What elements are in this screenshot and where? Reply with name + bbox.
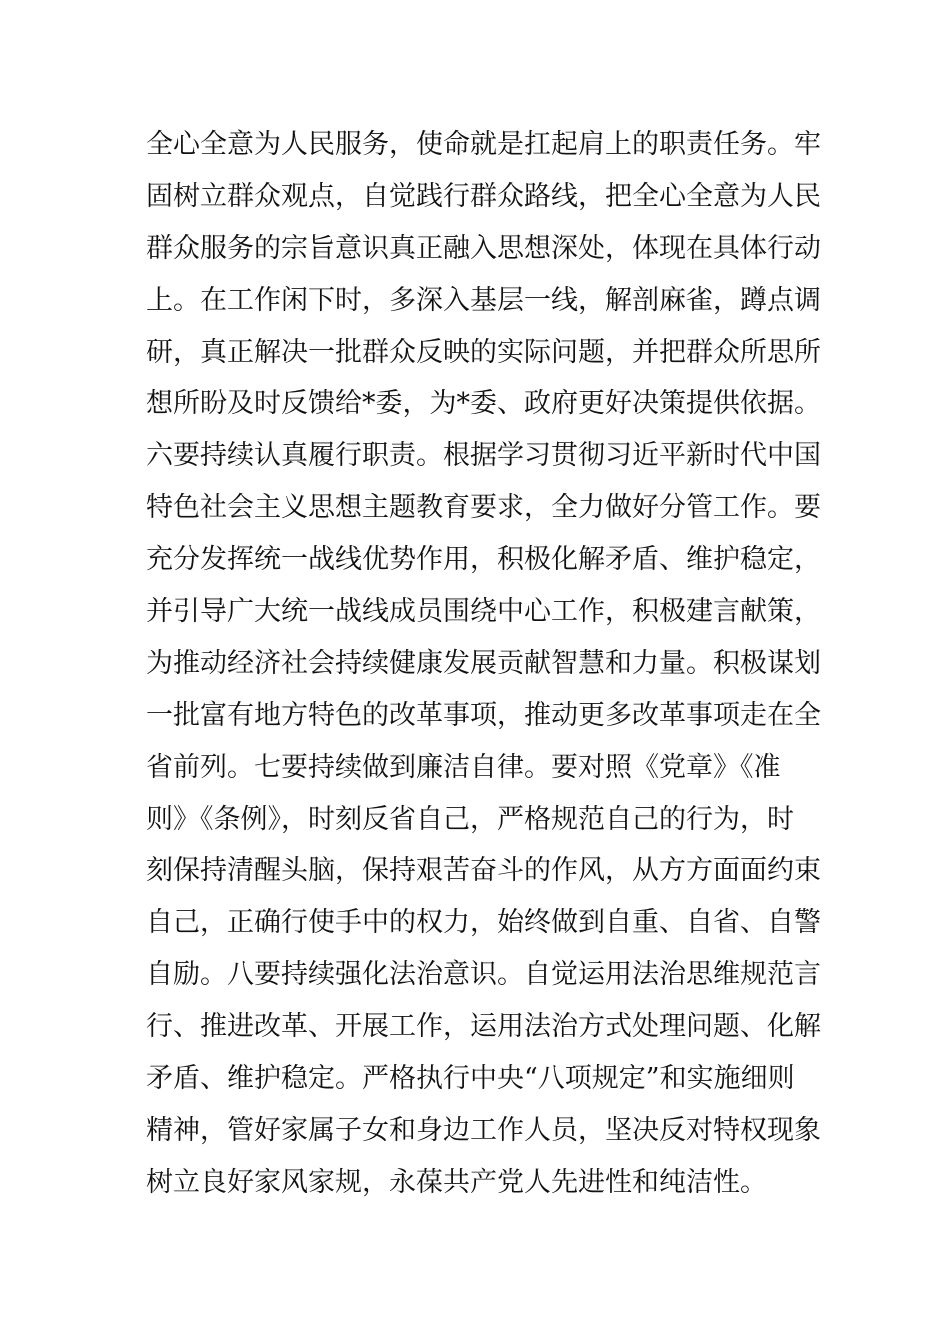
text-line: 群众服务的宗旨意识真正融入思想深处，体现在具体行动 bbox=[146, 232, 821, 264]
text-line: 自励。八要持续强化法治意识。自觉运用法治思维规范言 bbox=[146, 959, 821, 991]
text-line: 并引导广大统一战线成员围绕中心工作，积极建言献策， bbox=[146, 596, 821, 628]
text-line: 则》《条例》，时刻反省自己，严格规范自己的行为，时 bbox=[146, 803, 794, 835]
text-line: 研，真正解决一批群众反映的实际问题，并把群众所思所 bbox=[146, 336, 821, 368]
text-line: 树立良好家风家规，永葆共产党人先进性和纯洁性。 bbox=[146, 1166, 767, 1198]
text-line: 矛盾、维护稳定。严格执行中央“八项规定”和实施细则 bbox=[146, 1063, 795, 1095]
text-line: 自己，正确行使手中的权力，始终做到自重、自省、自警 bbox=[146, 907, 821, 939]
text-line: 上。在工作闲下时，多深入基层一线，解剖麻雀，蹲点调 bbox=[146, 284, 821, 316]
text-line: 精神，管好家属子女和身边工作人员，坚决反对特权现象 bbox=[146, 1114, 821, 1146]
text-line: 想所盼及时反馈给*委，为*委、政府更好决策提供依据。 bbox=[146, 388, 821, 420]
text-line: 刻保持清醒头脑，保持艰苦奋斗的作风，从方方面面约束 bbox=[146, 855, 821, 887]
body-text bbox=[146, 127, 826, 1217]
text-line: 省前列。七要持续做到廉洁自律。要对照《党章》《准 bbox=[146, 751, 781, 783]
text-line: 固树立群众观点，自觉践行群众路线，把全心全意为人民 bbox=[146, 180, 821, 212]
text-line: 一批富有地方特色的改革事项，推动更多改革事项走在全 bbox=[146, 699, 821, 731]
text-line: 充分发挥统一战线优势作用，积极化解矛盾、维护稳定， bbox=[146, 544, 821, 576]
text-line: 全心全意为人民服务，使命就是扛起肩上的职责任务。牢 bbox=[146, 129, 821, 160]
text-line: 为推动经济社会持续健康发展贡献智慧和力量。积极谋划 bbox=[146, 647, 821, 679]
text-line: 特色社会主义思想主题教育要求，全力做好分管工作。要 bbox=[146, 492, 821, 524]
text-line: 行、推进改革、开展工作，运用法治方式处理问题、化解 bbox=[146, 1011, 821, 1043]
text-line: 六要持续认真履行职责。根据学习贯彻习近平新时代中国 bbox=[146, 440, 821, 472]
